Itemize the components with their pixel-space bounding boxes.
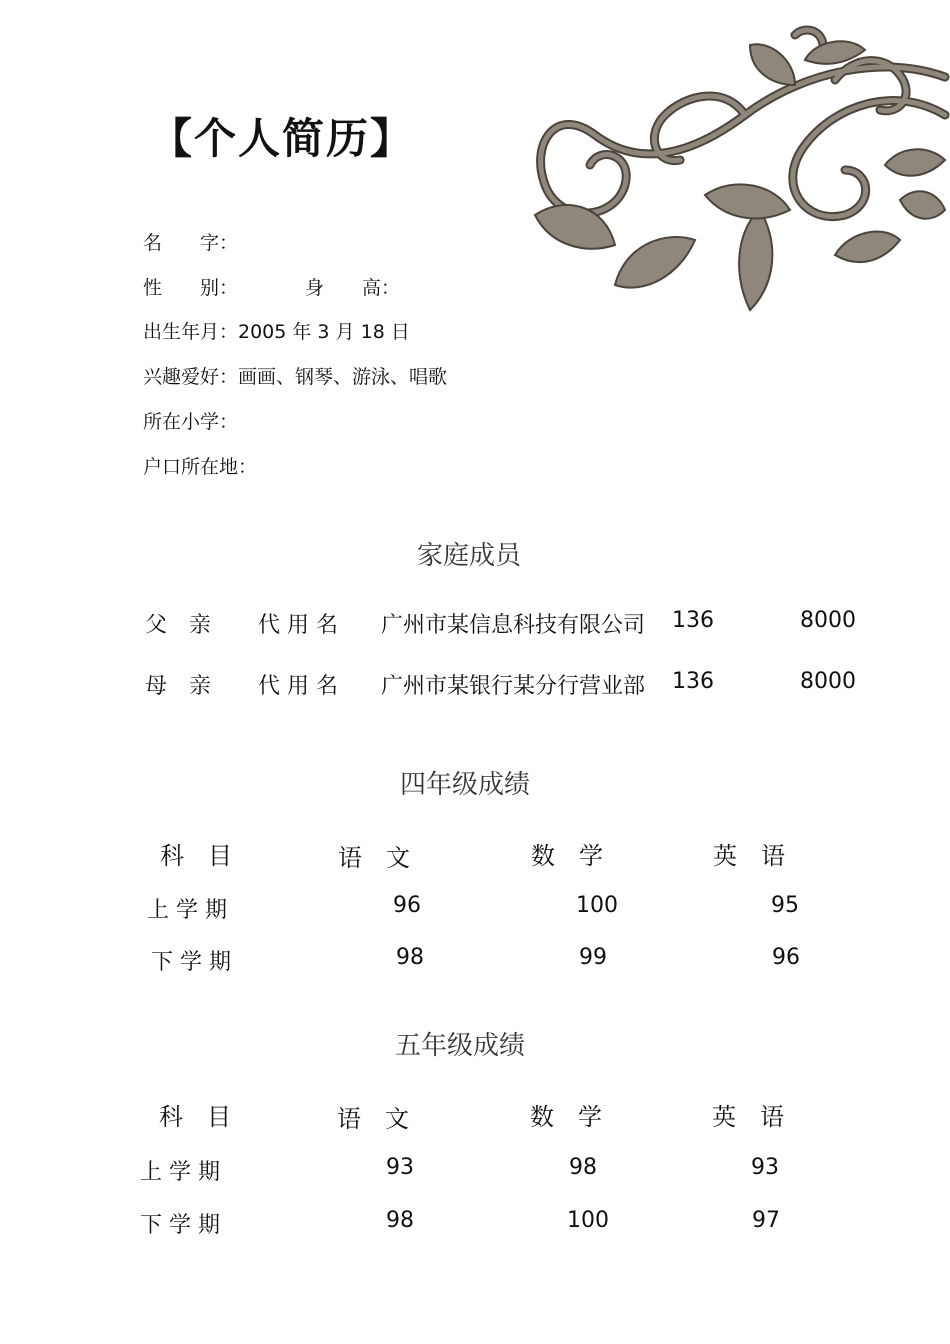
family-employer: 广州市某银行某分行营业部 <box>381 674 646 699</box>
gender-field: 性 别： <box>143 277 239 299</box>
score-english: 95 <box>771 893 799 918</box>
table-header-subject: 科 目 <box>159 1103 231 1131</box>
score-english: 93 <box>751 1155 779 1180</box>
score-chinese: 93 <box>386 1155 414 1180</box>
table-header-math: 数 学 <box>531 842 603 870</box>
table-header-chinese: 语 文 <box>337 1105 409 1133</box>
family-phone-suffix: 8000 <box>800 608 856 633</box>
hukou-field: 户口所在地： <box>143 456 258 478</box>
grade4-heading: 四年级成绩 <box>400 770 531 800</box>
term-label: 下 学 期 <box>151 950 231 975</box>
hobbies-field: 兴趣爱好：画画、钢琴、游泳、唱歌 <box>143 366 448 388</box>
term-label: 下 学 期 <box>140 1213 220 1238</box>
name-field: 名 字： <box>143 232 239 254</box>
score-english: 96 <box>772 945 800 970</box>
family-name: 代 用 名 <box>258 613 338 638</box>
birth-date-field: 出生年月：2005 年 3 月 18 日 <box>143 321 410 343</box>
table-header-english: 英 语 <box>712 1103 784 1131</box>
table-header-math: 数 学 <box>530 1103 602 1131</box>
family-employer: 广州市某信息科技有限公司 <box>381 613 646 638</box>
score-chinese: 98 <box>386 1208 414 1233</box>
family-phone-suffix: 8000 <box>800 669 856 694</box>
score-chinese: 96 <box>393 893 421 918</box>
family-name: 代 用 名 <box>258 674 338 699</box>
height-field: 身 高： <box>305 277 401 299</box>
table-header-chinese: 语 文 <box>338 844 410 872</box>
score-chinese: 98 <box>396 945 424 970</box>
table-header-subject: 科 目 <box>160 842 232 870</box>
family-phone-prefix: 136 <box>672 669 714 694</box>
score-math: 98 <box>569 1155 597 1180</box>
family-relation: 母 亲 <box>145 674 212 699</box>
family-phone-prefix: 136 <box>672 608 714 633</box>
page-title: 【个人简历】 <box>150 114 415 163</box>
score-math: 100 <box>567 1208 609 1233</box>
school-field: 所在小学： <box>143 411 239 433</box>
grade5-heading: 五年级成绩 <box>395 1031 526 1061</box>
term-label: 上 学 期 <box>147 898 227 923</box>
table-header-english: 英 语 <box>713 842 785 870</box>
score-math: 100 <box>576 893 618 918</box>
family-heading: 家庭成员 <box>417 541 522 571</box>
term-label: 上 学 期 <box>140 1160 220 1185</box>
score-math: 99 <box>579 945 607 970</box>
floral-ornament-icon <box>505 15 950 315</box>
score-english: 97 <box>752 1208 780 1233</box>
family-relation: 父 亲 <box>145 613 212 638</box>
